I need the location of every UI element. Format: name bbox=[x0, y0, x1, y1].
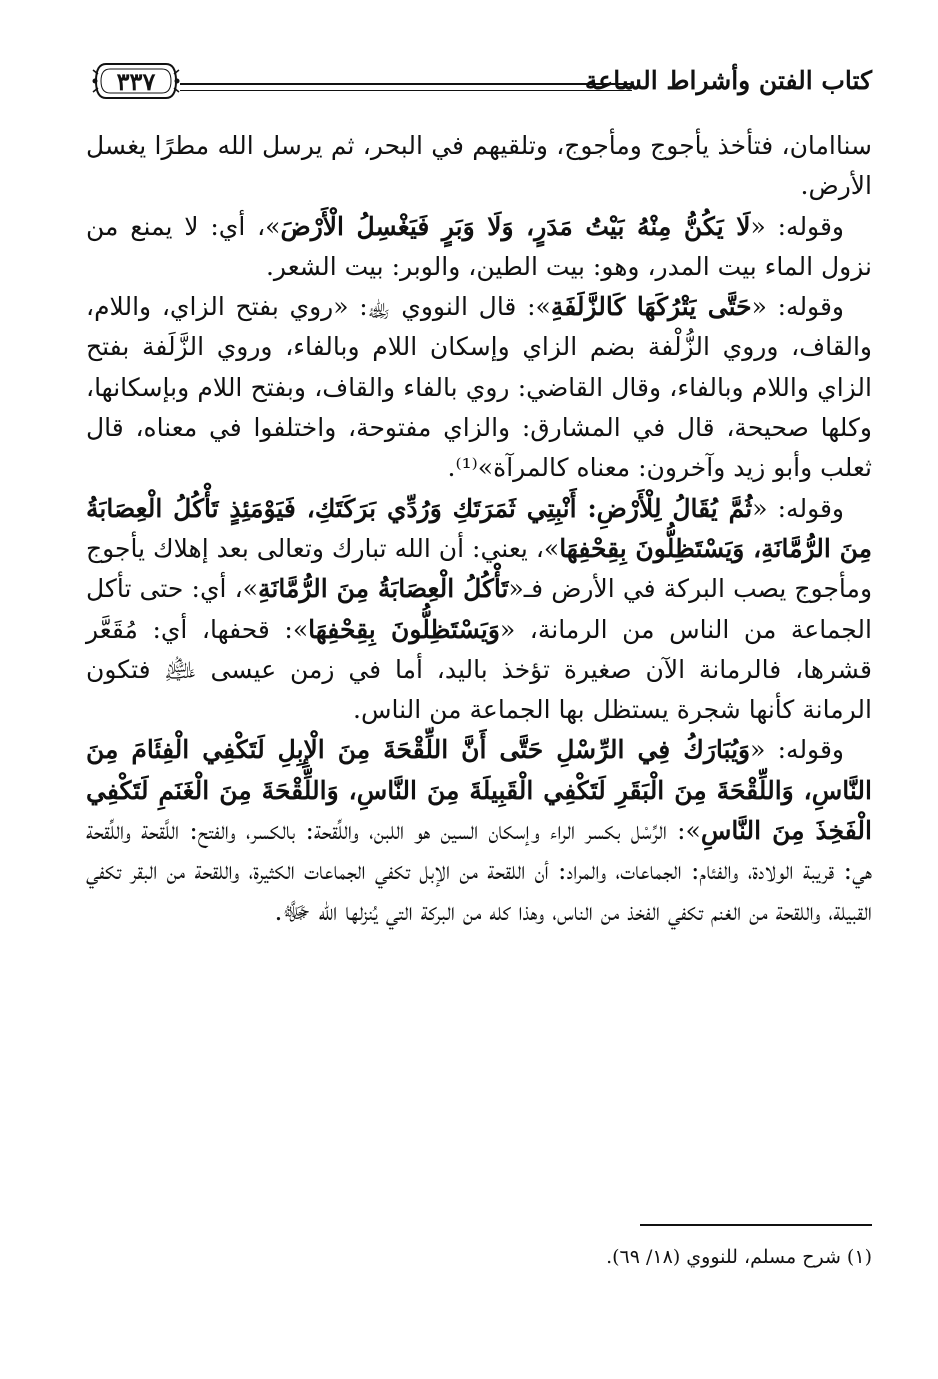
text-run: »: قحفها، أي: مُقَعَّر قشرها، فالرمانة الآن صغيرة تؤخذ باليد، أما في زمن عيسى ﵇ فتكون الرمانة كأنها شجرة يستظل بها الجماعة من الناس. bbox=[86, 614, 872, 725]
paragraph bbox=[86, 126, 872, 207]
paragraph bbox=[86, 730, 872, 931]
hadith-quote: ثُمَّ يُقَالُ لِلْأَرْضِ: أَنْبِتِي ثَمَرَتَكِ وَرُدِّي بَرَكَتَكِ، فَيَوْمَئِذٍ تَأْكُلُ الْعِصَابَةُ مِنَ الرُّمَّانَةِ، وَيَسْتَظِلُّونَ بِقِحْفِهَا bbox=[86, 493, 872, 563]
hadith-quote: تَأْكُلُ الْعِصَابَةُ مِنَ الرُّمَّانَةِ bbox=[257, 574, 509, 604]
text-run: سناامان، فتأخذ يأجوج ومأجوج، وتلقيهم في البحر، ثم يرسل الله مطرًا يغسل الأرض. bbox=[86, 131, 872, 201]
hadith-quote: وَيُبَارَكُ فِي الرِّسْلِ حَتَّى أَنَّ اللِّقْحَةَ مِنَ الْإِبِلِ لَتَكْفِي الْفِئَامَ مِنَ النَّاسِ، وَاللِّقْحَةَ مِنَ الْبَقَرِ لَتَكْفِي الْقَبِيلَةَ مِنَ النَّاسِ، وَاللِّقْحَةَ مِنَ الْغَنَمِ لَتَكْفِي الْفَخِذَ مِنَ النَّاسِ bbox=[86, 735, 872, 846]
footnote: (١) شرح مسلم، للنووي (١٨/ ٦٩). bbox=[606, 1246, 872, 1268]
hadith-quote: وَيَسْتَظِلُّونَ بِقِحْفِهَا bbox=[308, 614, 500, 644]
text-run: »، أي: حتى تأكل الجماعة من الناس من الرمانة، « bbox=[86, 574, 872, 644]
paragraph bbox=[86, 489, 872, 731]
book-title: كتاب الفتن وأشراط الساعة bbox=[584, 66, 872, 95]
paragraph bbox=[86, 207, 872, 288]
text-run: وقوله: « bbox=[750, 735, 844, 765]
text-run: »: الرِّسْل بكسر الراء وإسكان السين هو اللبن، واللِّقحة: بالكسر، والفتح: اللَّقحة واللِّقحة هي: قريبة الولادة، والفئام: الجماعات، والمراد: أن اللقحة من الإبل تكفي الجماعات الكثيرة، واللقحة من البقر تكفي القبيلة، واللقحة من الغنم تكفي الفخذ من الناس، وهذا كله من البركة التي يُنزلها الله ﷻ. bbox=[86, 816, 872, 926]
paragraph bbox=[86, 287, 872, 488]
hadith-quote: لَا يَكُنُّ مِنْهُ بَيْتُ مَدَرٍ، وَلَا وَبَرٍ فَيَغْسِلُ الْأَرْضَ bbox=[280, 211, 751, 241]
page-number: ٣٣٧ bbox=[116, 67, 156, 96]
text-run: وقوله: « bbox=[751, 292, 844, 322]
footnote-rule bbox=[640, 1224, 872, 1226]
hadith-quote: حَتَّى يَتْرُكَهَا كَالزَّلَفَةِ bbox=[550, 292, 752, 322]
text-run: »: قال النووي ﵀: «روي بفتح الزاي، واللام، والقاف، وروي الزُّلْفة بضم الزاي وإسكان اللام وبالفاء، وروي الزَّلَفة بفتح الزاي واللام وبالفاء، وقال القاضي: روي بالفاء والقاف، وبفتح اللام وبإسكانها، وكلها صحيحة، قال في المشارق: والزاي مفتوحة، واختلفوا في معناه، قال ثعلب وأبو زيد وآخرون: معناه كالمرآة»⁽¹⁾. bbox=[86, 292, 872, 483]
text-run: وقوله: « bbox=[752, 493, 845, 523]
text-run: وقوله: « bbox=[750, 211, 844, 241]
main-text bbox=[86, 126, 872, 932]
page-number-badge bbox=[92, 60, 180, 102]
text-run: »، يعني: أن الله تبارك وتعالى بعد إهلاك يأجوج ومأجوج يصب البركة في الأرض فـ« bbox=[86, 533, 873, 604]
text-run: »، أي: لا يمنع من نزول الماء بيت المدر، وهو: بيت الطين، والوبر: بيت الشعر. bbox=[86, 211, 872, 281]
page-header bbox=[86, 58, 872, 108]
header-rule bbox=[180, 83, 632, 91]
